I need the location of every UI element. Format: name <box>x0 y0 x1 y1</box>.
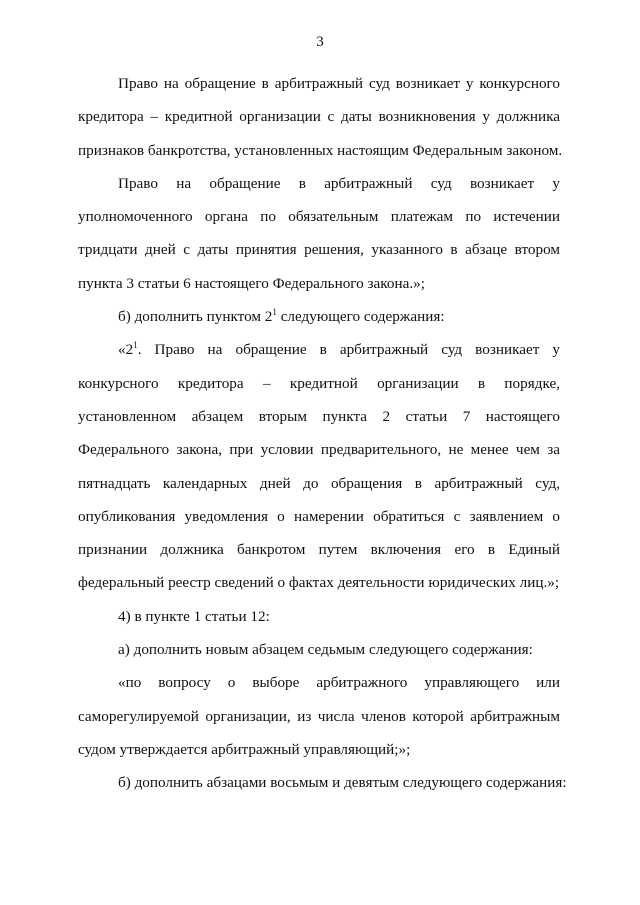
paragraph-4-text-after: . Право на обращение в арбитражный суд возникает у <box>137 341 560 359</box>
paragraph-2-line-4: пункта 3 статьи 6 настоящего Федерального закона.»; <box>78 274 425 292</box>
paragraph-1-line-1: Право на обращение в арбитражный суд возникает у конкурсного <box>118 75 560 92</box>
document-body <box>78 67 567 800</box>
paragraph-7-line-2: саморегулируемой организации, из числа членов которой арбитражным <box>78 707 560 725</box>
paragraph-4-line-2: конкурсного кредитора – кредитной организации в порядке, <box>78 374 560 392</box>
paragraph-5: 4) в пункте 1 статьи 12: <box>118 607 270 625</box>
paragraph-4-line-5: пятнадцать календарных дней до обращения в арбитражный суд, <box>78 474 560 492</box>
paragraph-8: б) дополнить абзацами восьмым и девятым следующего содержания: <box>118 774 567 792</box>
paragraph-4-line-8: федеральный реестр сведений о фактах деятельности юридических лиц.»; <box>78 574 560 592</box>
paragraph-6: а) дополнить новым абзацем седьмым следующего содержания: <box>118 641 533 659</box>
paragraph-4-line-6: опубликования уведомления о намерении обратиться с заявлением о <box>78 507 560 525</box>
paragraph-3-text-before: б) дополнить пунктом 2 <box>118 308 273 326</box>
paragraph-2-line-2: уполномоченного органа по обязательным платежам по истечении <box>78 208 560 226</box>
paragraph-4-line-4: Федерального закона, при условии предварительного, не менее чем за <box>78 441 560 459</box>
paragraph-2-line-3: тридцати дней с даты принятия решения, указанного в абзаце втором <box>78 241 560 259</box>
paragraph-4-superscript: 1 <box>133 340 138 351</box>
paragraph-1-line-3: признаков банкротства, установленных настоящим Федеральным законом. <box>78 141 563 159</box>
paragraph-2-line-1: Право на обращение в арбитражный суд возникает у <box>118 174 560 192</box>
paragraph-4-text-before: «2 <box>118 341 134 359</box>
page-number: 3 <box>316 34 324 50</box>
paragraph-3 <box>78 300 560 333</box>
paragraph-1-line-2: кредитора – кредитной организации с даты возникновения у должника <box>78 108 560 126</box>
paragraph-3-superscript: 1 <box>272 307 277 318</box>
paragraph-4-line-1 <box>78 333 560 366</box>
paragraph-7-line-3: судом утверждается арбитражный управляющий;»; <box>78 740 411 758</box>
paragraph-3-text-after: следующего содержания: <box>276 308 445 326</box>
paragraph-4-line-3: установленном абзацем вторым пункта 2 статьи 7 настоящего <box>78 407 560 425</box>
paragraph-4-line-7: признании должника банкротом путем включения его в Единый <box>78 541 560 559</box>
paragraph-7-line-1: «по вопросу о выборе арбитражного управляющего или <box>118 674 560 692</box>
